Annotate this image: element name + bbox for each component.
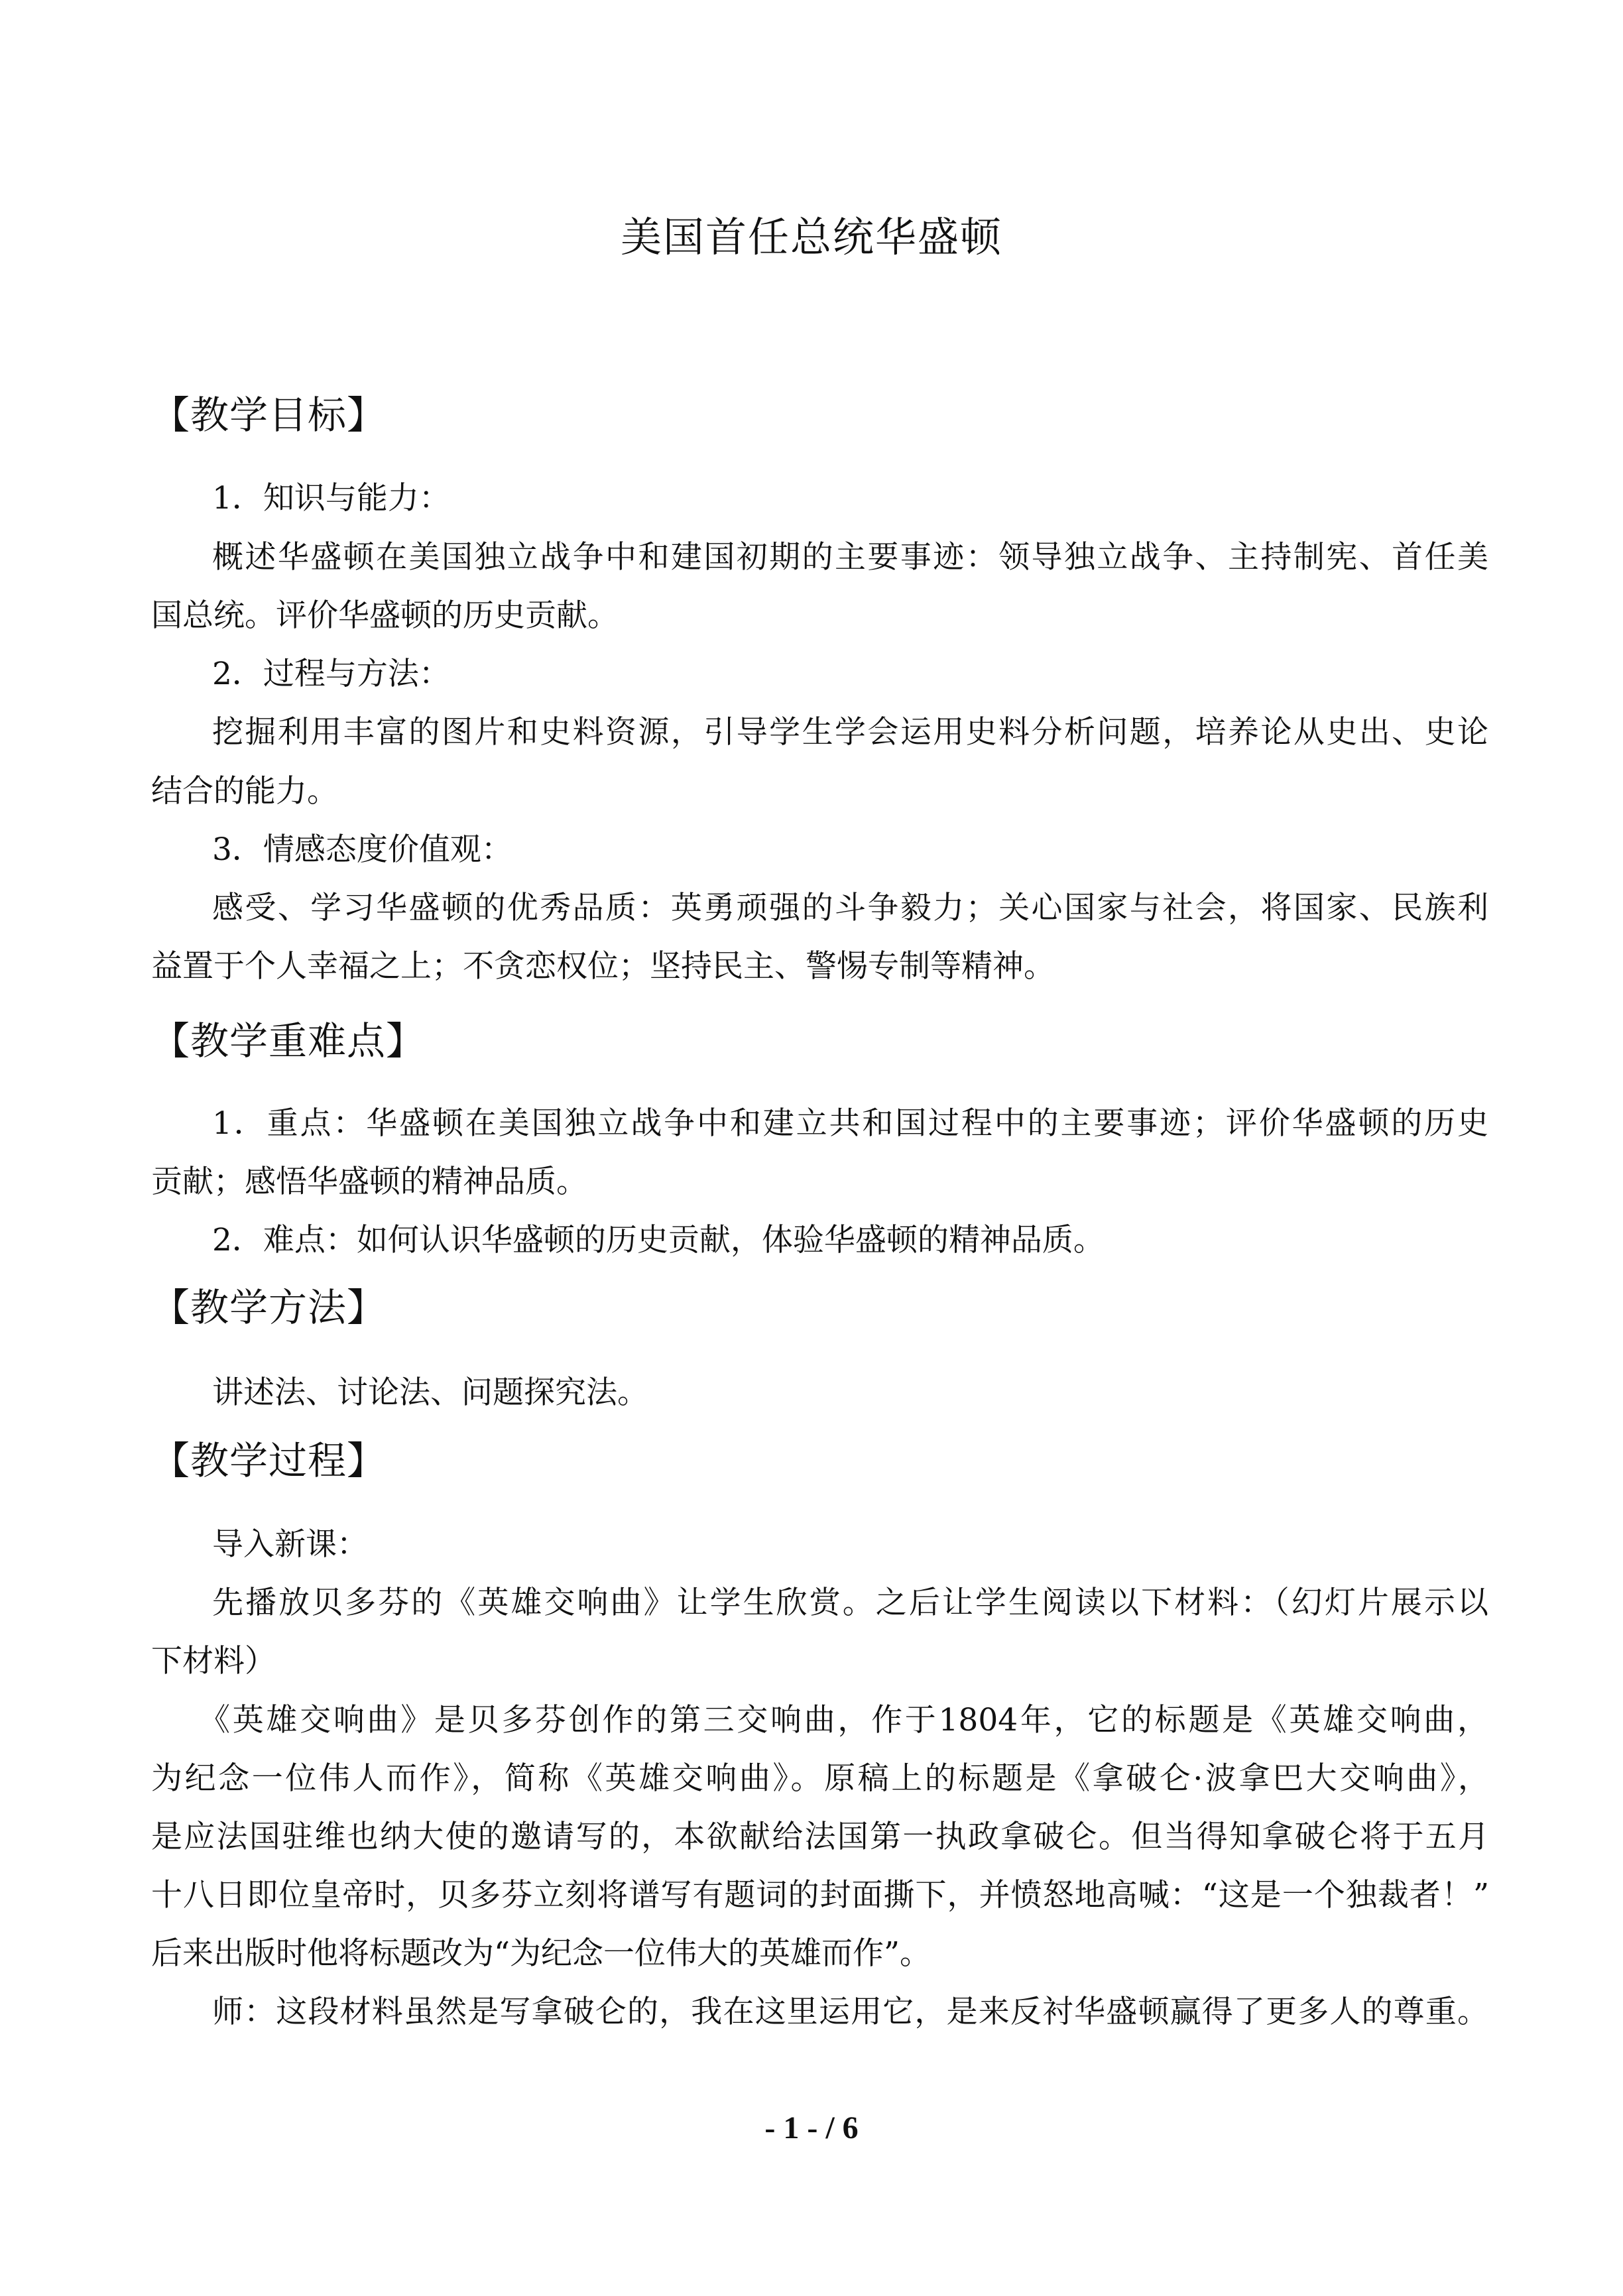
section-heading-process: 【教学过程】 [151, 1438, 387, 1483]
paragraph-line: 感受、学习华盛顿的优秀品质：英勇顽强的斗争毅力；关心国家与社会，将国家、民族利 [212, 890, 1488, 926]
paragraph-line: 益置于个人幸福之上；不贪恋权位；坚持民主、警惕专制等精神。 [151, 948, 1055, 985]
paragraph-line: 2．难点：如何认识华盛顿的历史贡献，体验华盛顿的精神品质。 [212, 1222, 1105, 1258]
paragraph-line: 挖掘利用丰富的图片和史料资源，引导学生学会运用史料分析问题，培养论从史出、史论 [212, 714, 1488, 751]
quote-line: 为纪念一位伟人而作》，简称《英雄交响曲》。原稿上的标题是《拿破仑·波拿巴大交响曲》， [151, 1760, 1489, 1797]
page-title: 美国首任总统华盛顿 [620, 213, 1002, 261]
paragraph-line: 1．知识与能力： [212, 480, 450, 516]
quote-line: 十八日即位皇帝时，贝多芬立刻将谱写有题词的封面撕下，并愤怒地高喊：“这是一个独裁者！” [151, 1877, 1489, 1913]
section-heading-methods: 【教学方法】 [151, 1285, 387, 1330]
paragraph-line: 贡献；感悟华盛顿的精神品质。 [151, 1164, 587, 1200]
paragraph-line: 先播放贝多芬的《英雄交响曲》让学生欣赏。之后让学生阅读以下材料：（幻灯片展示以 [212, 1585, 1488, 1621]
paragraph-line: 导入新课： [212, 1526, 368, 1563]
paragraph-line: 结合的能力。 [151, 773, 338, 810]
quote-line: 《英雄交响曲》是贝多芬创作的第三交响曲，作于1804年，它的标题是《英雄交响曲， [199, 1702, 1488, 1738]
section-heading-objectives: 【教学目标】 [151, 393, 387, 438]
quote-line: 是应法国驻维也纳大使的邀请写的，本欲献给法国第一执政拿破仑。但当得知拿破仑将于五月 [151, 1819, 1489, 1855]
paragraph-line: 3．情感态度价值观： [212, 831, 512, 868]
section-heading-key-points: 【教学重难点】 [151, 1018, 426, 1063]
paragraph-line: 下材料） [151, 1643, 276, 1679]
paragraph-line: 1．重点：华盛顿在美国独立战争中和建立共和国过程中的主要事迹；评价华盛顿的历史 [212, 1105, 1488, 1142]
paragraph-line: 讲述法、讨论法、问题探究法。 [212, 1374, 648, 1411]
paragraph-line: 国总统。评价华盛顿的历史贡献。 [151, 597, 619, 634]
quote-line: 后来出版时他将标题改为“为纪念一位伟大的英雄而作”。 [151, 1935, 932, 1972]
paragraph-line: 师：这段材料虽然是写拿破仑的，我在这里运用它，是来反衬华盛顿赢得了更多人的尊重。 [212, 1994, 1488, 2030]
paragraph-line: 概述华盛顿在美国独立战争中和建国初期的主要事迹：领导独立战争、主持制宪、首任美 [212, 539, 1488, 575]
paragraph-line: 2．过程与方法： [212, 656, 450, 692]
page-number: - 1 - / 6 [764, 2110, 859, 2145]
